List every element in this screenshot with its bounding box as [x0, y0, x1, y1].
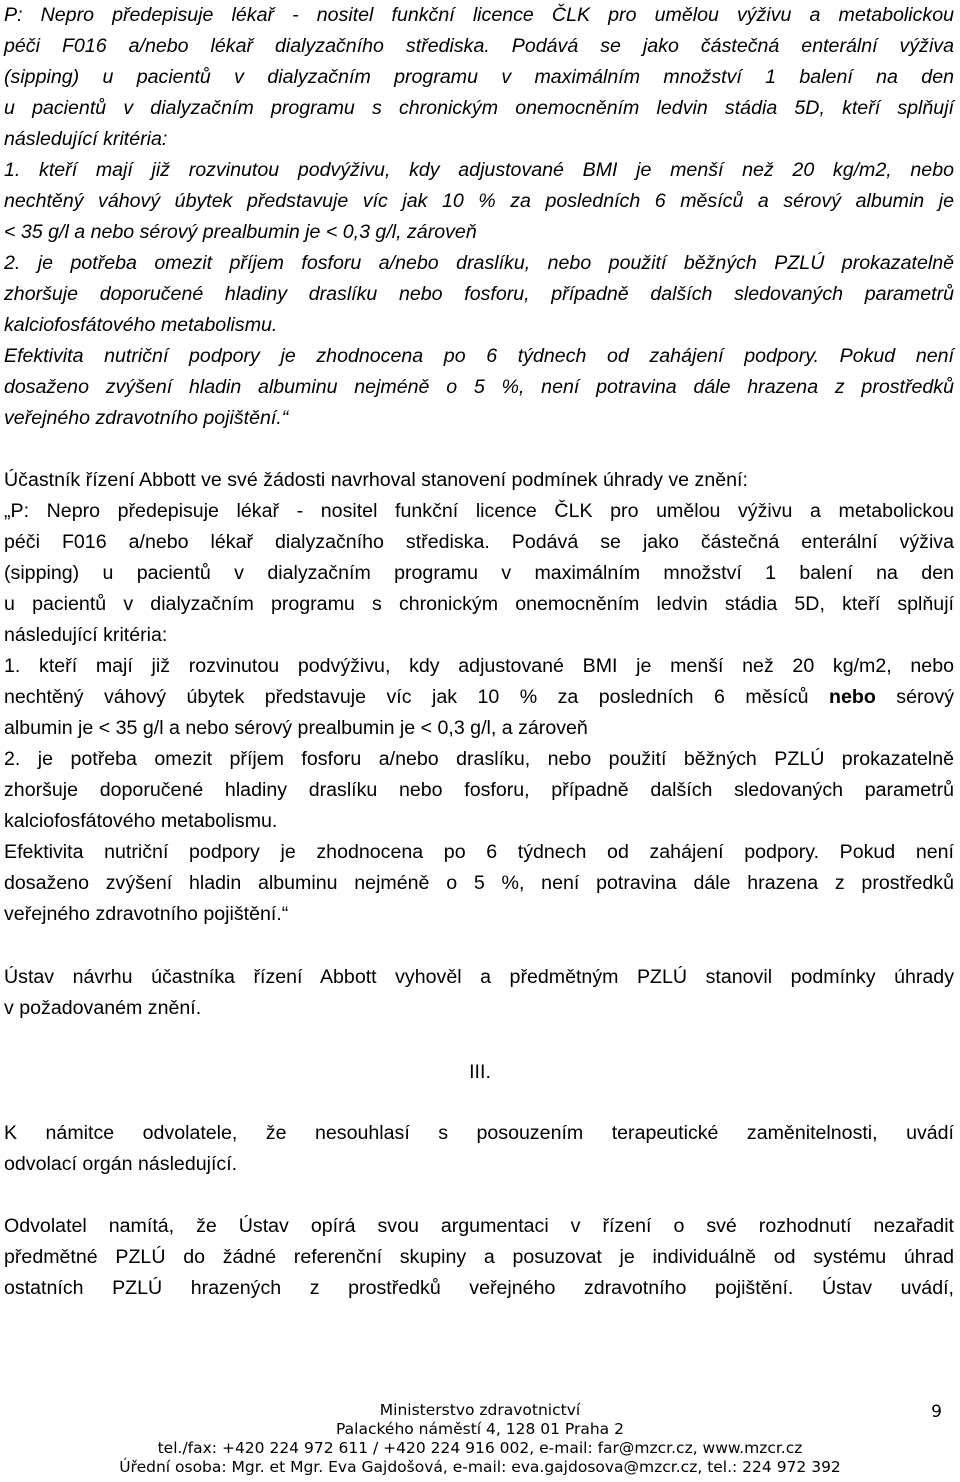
line-text: nechtěný váhový úbytek představuje víc jak 10 % za posledních 6 měsíců: [4, 686, 809, 708]
paragraph-line: nechtěný váhový úbytek představuje víc jak 10 % za posledních 6 měsíců a sérový albumin je: [4, 190, 954, 212]
paragraph-line: Efektivita nutriční podpory je zhodnocena po 6 týdnech od zahájení podpory. Pokud není: [4, 841, 954, 863]
bold-word: nebo: [829, 686, 876, 708]
paragraph-line: P: Nepro předepisuje lékař - nositel funkční licence ČLK pro umělou výživu a metabolickou: [4, 4, 954, 26]
paragraph-line: následující kritéria:: [4, 128, 168, 150]
line-text: sérový: [896, 686, 954, 708]
paragraph-line: 1. kteří mají již rozvinutou podvýživu, kdy adjustované BMI je menší než 20 kg/m2, nebo: [4, 159, 954, 181]
institute-decision: [4, 962, 954, 1024]
paragraph-line: albumin je < 35 g/l a nebo sérový prealbumin je < 0,3 g/l, a zároveň: [4, 717, 588, 739]
paragraph-line: kalciofosfátového metabolismu.: [4, 314, 278, 336]
paragraph-line: veřejného zdravotního pojištění.“: [4, 903, 289, 925]
paragraph-line: Efektivita nutriční podpory je zhodnocena po 6 týdnech od zahájení podpory. Pokud není: [4, 345, 954, 367]
paragraph-line: předmětné PZLÚ do žádné referenční skupiny a posuzovat je individuálně od systému úhrad: [4, 1246, 954, 1268]
paragraph-line: dosaženo zvýšení hladin albuminu nejméně o 5 %, není potravina dále hrazena z prostředků: [4, 376, 954, 398]
paragraph-line: odvolací orgán následující.: [4, 1153, 238, 1175]
paragraph-line: péči F016 a/nebo lékař dialyzačního střediska. Podává se jako částečná enterální výživa: [4, 35, 954, 57]
objection-intro: [4, 1118, 954, 1180]
paragraph-line: Ústav návrhu účastníka řízení Abbott vyhověl a předmětným PZLÚ stanovil podmínky úhrady: [4, 966, 954, 988]
appellant-objection: [4, 1211, 954, 1304]
paragraph-line: (sipping) u pacientů v dialyzačním programu v maximálním množství 1 balení na den: [4, 66, 954, 88]
paragraph-line: K námitce odvolatele, že nesouhlasí s posouzením terapeutické zaměnitelnosti, uvádí: [4, 1122, 954, 1144]
footer-address: Palackého náměstí 4, 128 01 Praha 2: [336, 1420, 624, 1438]
section-heading: III.: [469, 1061, 491, 1083]
page-number: 9: [931, 1402, 942, 1422]
footer-official: Úřední osoba: Mgr. et Mgr. Eva Gajdošová, e-mail: eva.gajdosova@mzcr.cz, tel.: 224 972 392: [119, 1458, 841, 1476]
paragraph-line: dosaženo zvýšení hladin albuminu nejméně o 5 %, není potravina dále hrazena z prostředků: [4, 872, 954, 894]
paragraph-line: u pacientů v dialyzačním programu s chronickým onemocněním ledvin stádia 5D, kteří splňují: [4, 593, 954, 615]
quoted-condition-original: [4, 0, 954, 434]
paragraph-line: „P: Nepro předepisuje lékař - nositel funkční licence ČLK pro umělou výživu a metabolickou: [4, 500, 954, 522]
paragraph-line: veřejného zdravotního pojištění.“: [4, 407, 289, 429]
paragraph-line: 1. kteří mají již rozvinutou podvýživu, kdy adjustované BMI je menší než 20 kg/m2, nebo: [4, 655, 954, 677]
paragraph-line: ostatních PZLÚ hrazených z prostředků veřejného zdravotního pojištění. Ústav uvádí,: [4, 1277, 954, 1299]
paragraph-line: u pacientů v dialyzačním programu s chronickým onemocněním ledvin stádia 5D, kteří splňují: [4, 97, 954, 119]
paragraph-line: 2. je potřeba omezit příjem fosforu a/nebo draslíku, nebo použití běžných PZLÚ prokazatelně: [4, 252, 954, 274]
paragraph-line: < 35 g/l a nebo sérový prealbumin je < 0,3 g/l, zároveň: [4, 221, 477, 243]
applicant-proposal: [4, 465, 954, 930]
paragraph-line-with-bold: [4, 682, 954, 713]
paragraph-line: (sipping) u pacientů v dialyzačním programu v maximálním množství 1 balení na den: [4, 562, 954, 584]
paragraph-line: péči F016 a/nebo lékař dialyzačního střediska. Podává se jako částečná enterální výživa: [4, 531, 954, 553]
paragraph-line: kalciofosfátového metabolismu.: [4, 810, 278, 832]
paragraph-line: v požadovaném znění.: [4, 997, 202, 1019]
paragraph-line: Účastník řízení Abbott ve své žádosti navrhoval stanovení podmínek úhrady ve znění:: [4, 469, 748, 491]
paragraph-line: Odvolatel namítá, že Ústav opírá svou argumentaci v řízení o své rozhodnutí nezařadit: [4, 1215, 954, 1237]
paragraph-line: následující kritéria:: [4, 624, 168, 646]
footer-contact: tel./fax: +420 224 972 611 / +420 224 916 002, e-mail: far@mzcr.cz, www.mzcr.cz: [157, 1439, 803, 1457]
paragraph-line: zhoršuje doporučené hladiny draslíku nebo fosforu, případně dalších sledovaných parametrů: [4, 779, 954, 801]
page-footer: [0, 1401, 960, 1477]
paragraph-line: zhoršuje doporučené hladiny draslíku nebo fosforu, případně dalších sledovaných parametrů: [4, 283, 954, 305]
paragraph-line: 2. je potřeba omezit příjem fosforu a/nebo draslíku, nebo použití běžných PZLÚ prokazatelně: [4, 748, 954, 770]
footer-ministry: Ministerstvo zdravotnictví: [379, 1401, 581, 1419]
